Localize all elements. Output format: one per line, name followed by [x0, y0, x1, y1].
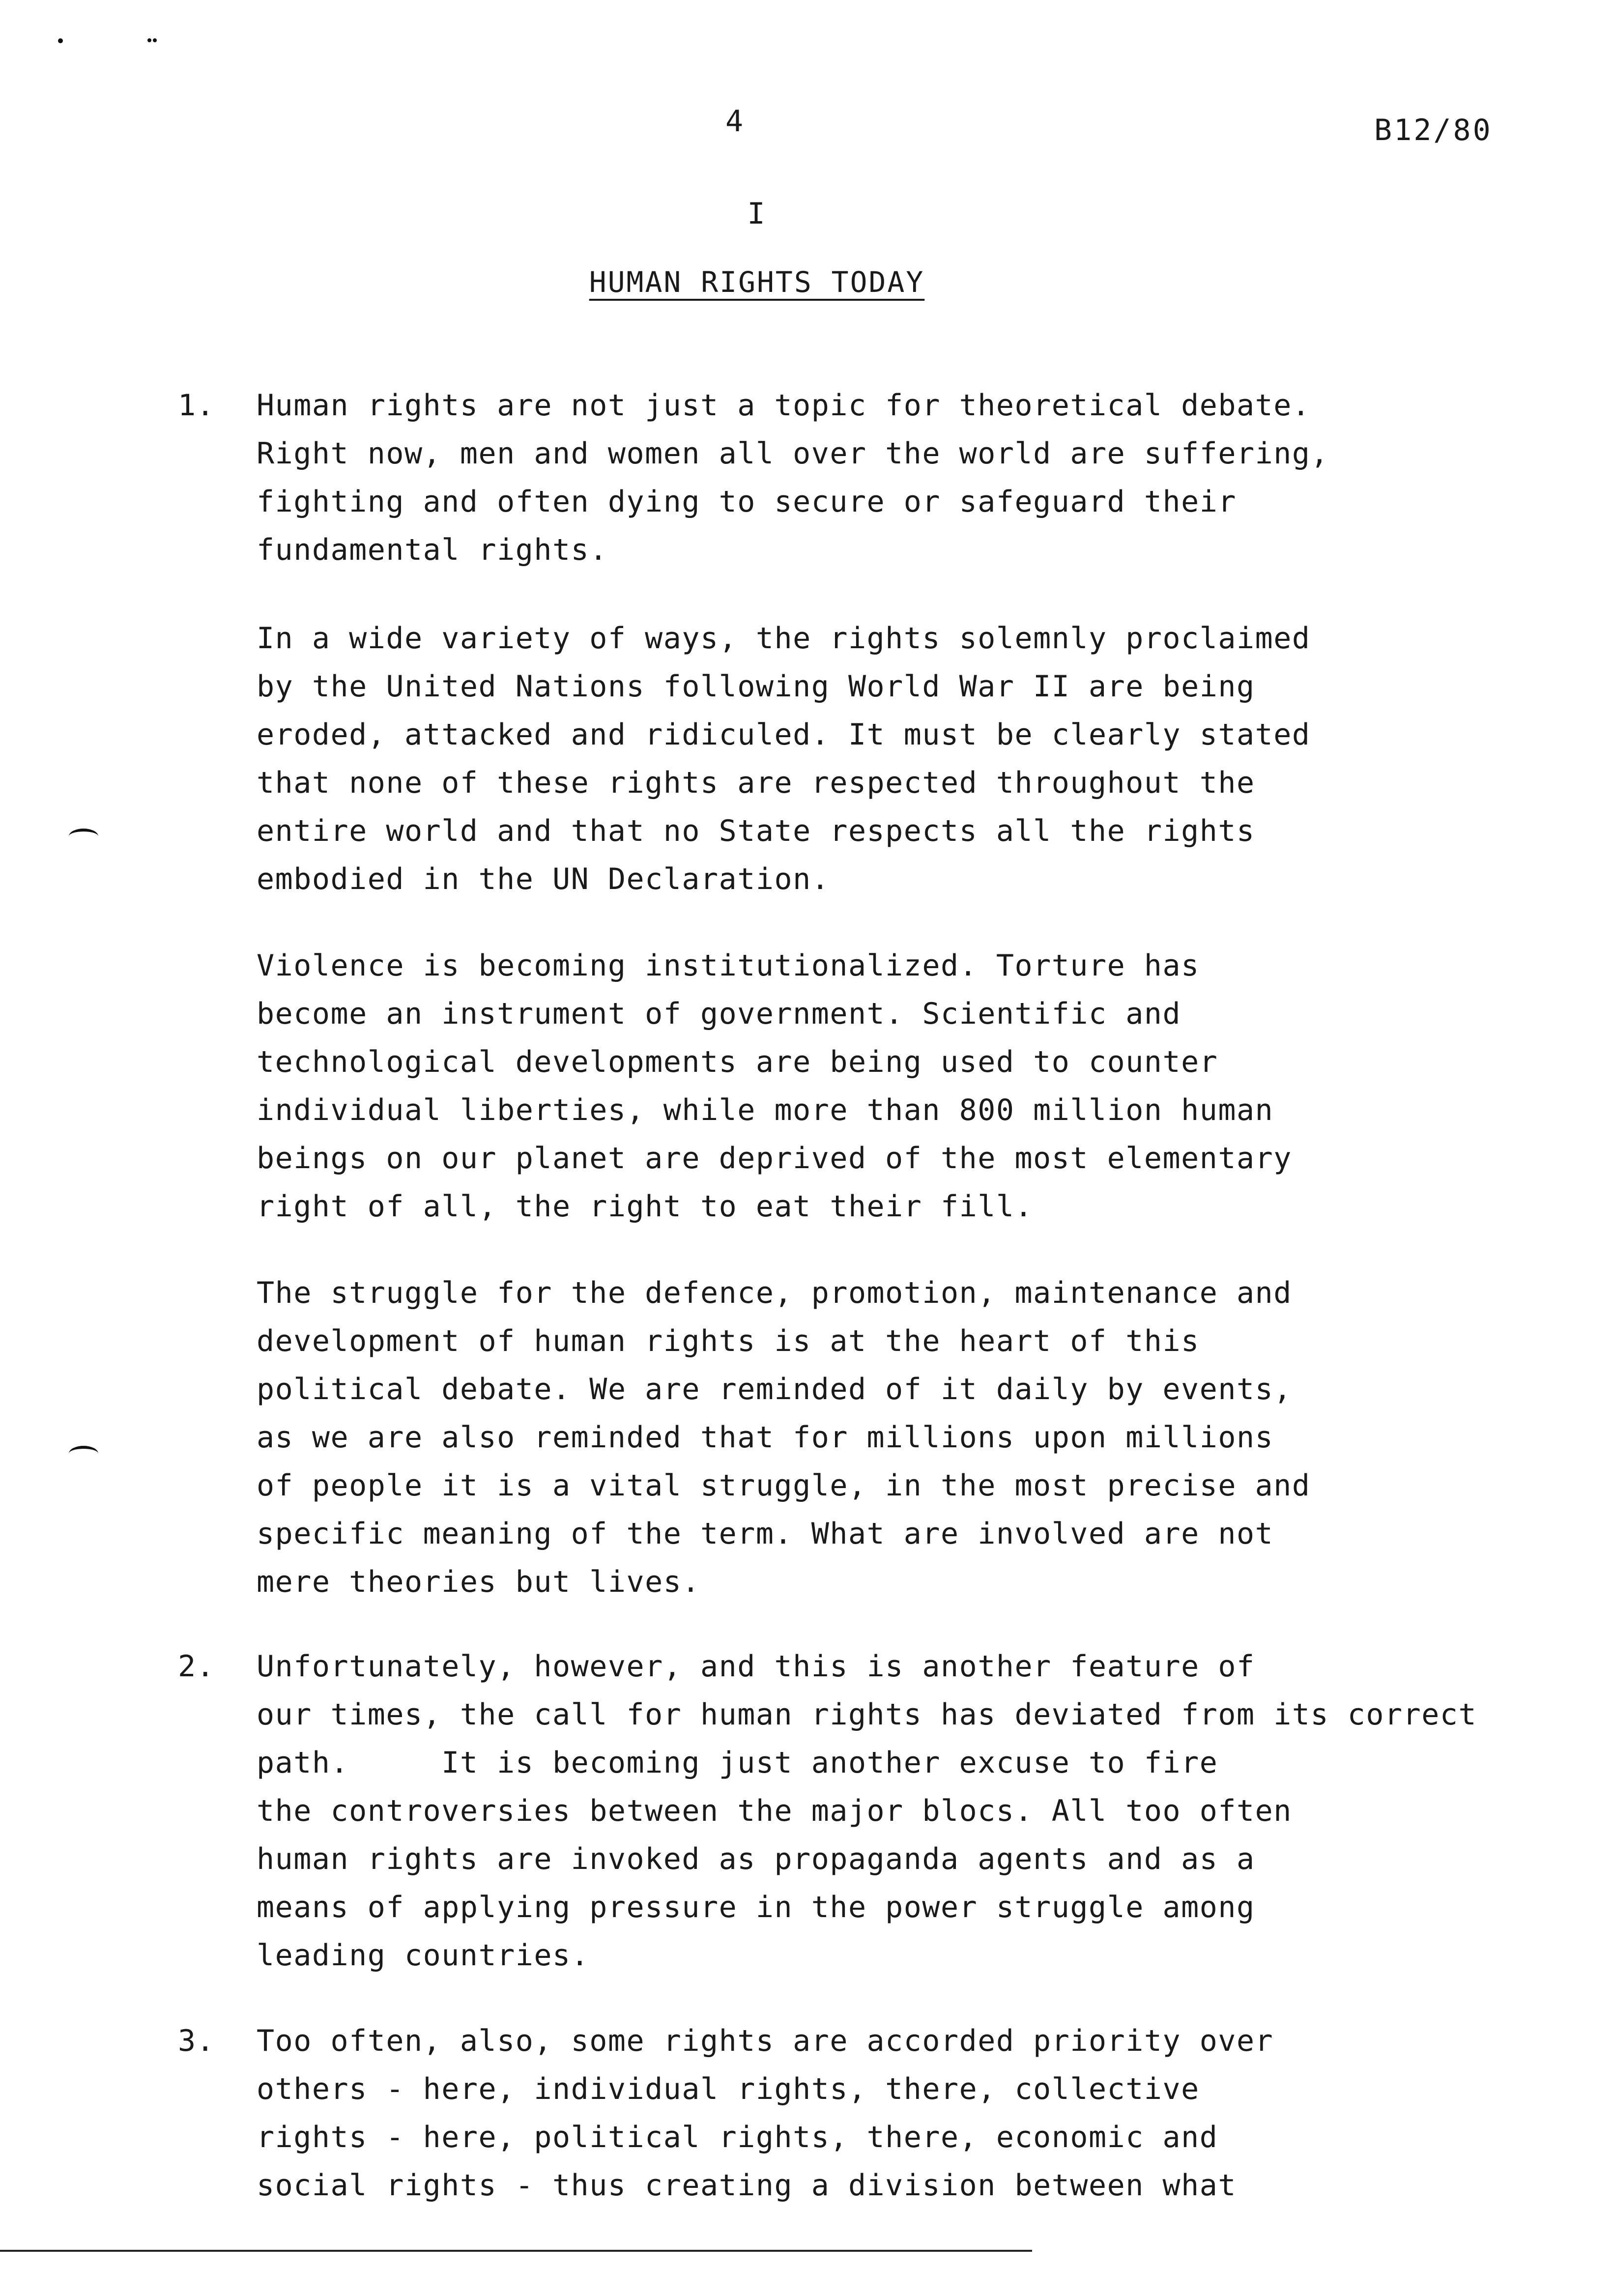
text-line: become an instrument of government. Scientific and	[257, 997, 1181, 1031]
text-line: as we are also reminded that for millions upon millions	[257, 1420, 1274, 1455]
text-line: that none of these rights are respected throughout the	[257, 766, 1255, 800]
text-line: the controversies between the major blocs. All too often	[257, 1794, 1292, 1828]
section-title-text: HUMAN RIGHTS TODAY	[589, 265, 925, 299]
text-line: Right now, men and women all over the world are suffering,	[257, 436, 1329, 471]
text-line: Unfortunately, however, and this is another feature of	[257, 1649, 1255, 1684]
text-line: eroded, attacked and ridiculed. It must be clearly stated	[257, 718, 1311, 752]
text-line: individual liberties, while more than 800 million human	[257, 1093, 1274, 1127]
text-line: The struggle for the defence, promotion, maintenance and	[257, 1276, 1292, 1310]
paragraph-number: 2.	[178, 1649, 215, 1684]
text-line: others - here, individual rights, there, collective	[257, 2072, 1200, 2106]
document-reference: B12/80	[1374, 113, 1493, 147]
bottom-rule	[0, 2250, 1032, 2252]
margin-mark	[69, 1446, 98, 1462]
text-line: rights - here, political rights, there, economic and	[257, 2120, 1218, 2154]
scan-speck	[58, 38, 63, 43]
page-number: 4	[725, 104, 744, 139]
text-line: by the United Nations following World War II are being	[257, 669, 1255, 704]
text-line: leading countries.	[257, 1938, 590, 1973]
text-line: fighting and often dying to secure or safeguard their	[257, 485, 1237, 519]
text-line: technological developments are being used to counter	[257, 1045, 1218, 1079]
paragraph	[257, 614, 1554, 903]
text-line: right of all, the right to eat their fill.	[257, 1189, 1034, 1224]
margin-mark	[69, 829, 98, 844]
text-line: political debate. We are reminded of it daily by events,	[257, 1372, 1292, 1406]
paragraph	[257, 1642, 1554, 1980]
paragraph	[257, 381, 1554, 574]
text-line: entire world and that no State respects all the rights	[257, 814, 1255, 848]
text-line: human rights are invoked as propaganda agents and as a	[257, 1842, 1255, 1876]
text-line: Human rights are not just a topic for theoretical debate.	[257, 388, 1311, 423]
paragraph	[257, 2017, 1554, 2210]
paragraph	[257, 942, 1554, 1231]
text-line: mere theories but lives.	[257, 1565, 700, 1599]
paragraph-number: 1.	[178, 388, 215, 423]
section-numeral: I	[747, 197, 767, 231]
section-title	[0, 265, 1514, 299]
text-line: of people it is a vital struggle, in the most precise and	[257, 1468, 1311, 1503]
text-line: In a wide variety of ways, the rights solemnly proclaimed	[257, 621, 1311, 656]
text-line: embodied in the UN Declaration.	[257, 862, 830, 896]
paragraph	[257, 1269, 1554, 1606]
scan-speck	[153, 38, 157, 42]
text-line: means of applying pressure in the power struggle among	[257, 1890, 1255, 1924]
paragraph-number: 3.	[178, 2024, 215, 2058]
text-line: specific meaning of the term. What are involved are not	[257, 1517, 1274, 1551]
text-line: beings on our planet are deprived of the most elementary	[257, 1141, 1292, 1176]
text-line: path. It is becoming just another excuse to fire	[257, 1746, 1218, 1780]
text-line: fundamental rights.	[257, 533, 608, 567]
text-line: development of human rights is at the heart of this	[257, 1324, 1200, 1358]
scan-speck	[147, 38, 151, 42]
text-line: Too often, also, some rights are accorded priority over	[257, 2024, 1274, 2058]
text-line: Violence is becoming institutionalized. Torture has	[257, 948, 1200, 983]
text-line: social rights - thus creating a division between what	[257, 2168, 1237, 2203]
text-line: our times, the call for human rights has deviated from its correct	[257, 1697, 1477, 1732]
